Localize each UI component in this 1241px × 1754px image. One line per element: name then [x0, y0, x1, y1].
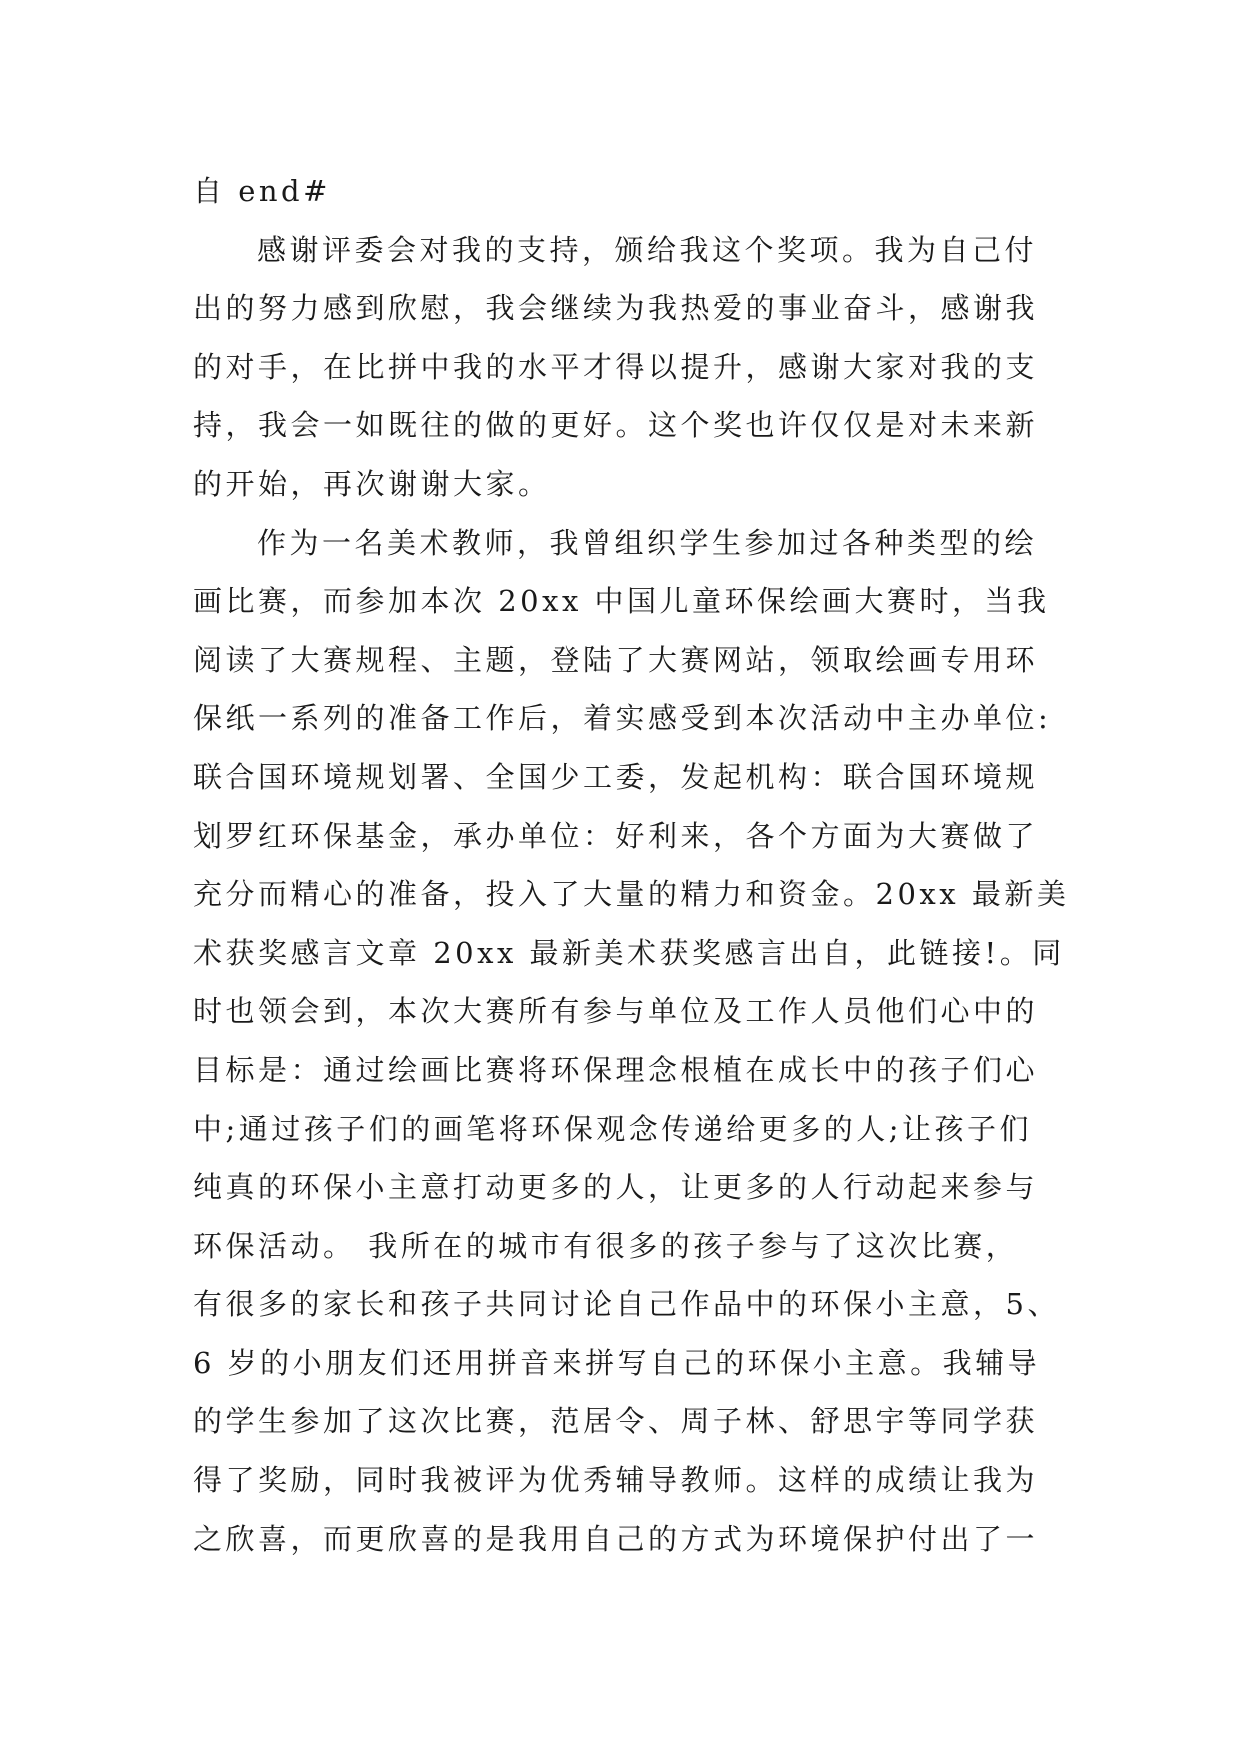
header-fragment: 自 end# — [193, 174, 331, 208]
paragraph-2-line: 阅读了大赛规程、主题，登陆了大赛网站，领取绘画专用环 — [193, 642, 1039, 677]
paragraph-2-line: 环保活动。 我所在的城市有很多的孩子参与了这次比赛， — [193, 1228, 1019, 1263]
paragraph-2-line: 术获奖感言文章 20xx 最新美术获奖感言出自，此链接!。同 — [193, 935, 1065, 970]
paragraph-2-line: 作为一名美术教师，我曾组织学生参加过各种类型的绘 — [257, 525, 1038, 560]
paragraph-2-line: 保纸一系列的准备工作后，着实感受到本次活动中主办单位: — [193, 701, 1052, 736]
paragraph-2-line: 联合国环境规划署、全国少工委，发起机构：联合国环境规 — [193, 759, 1039, 794]
paragraph-1-line: 的对手，在比拼中我的水平才得以提升，感谢大家对我的支 — [193, 349, 1039, 384]
paragraph-1-line: 的开始，再次谢谢大家。 — [193, 466, 551, 501]
paragraph-2-line: 时也领会到，本次大赛所有参与单位及工作人员他们心中的 — [193, 994, 1039, 1029]
paragraph-2-line: 6 岁的小朋友们还用拼音来拼写自己的环保小主意。我辅导 — [193, 1345, 1041, 1380]
paragraph-2-line: 目标是：通过绘画比赛将环保理念根植在成长中的孩子们心 — [193, 1052, 1039, 1087]
paragraph-2-line: 纯真的环保小主意打动更多的人，让更多的人行动起来参与 — [193, 1170, 1039, 1205]
paragraph-2-line: 有很多的家长和孩子共同讨论自己作品中的环保小主意，5、 — [193, 1287, 1060, 1322]
paragraph-2-line: 的学生参加了这次比赛，范居令、周子林、舒思宇等同学获 — [193, 1404, 1039, 1439]
paragraph-1-line: 出的努力感到欣慰，我会继续为我热爱的事业奋斗，感谢我 — [193, 291, 1039, 326]
paragraph-1-line: 持，我会一如既往的做的更好。这个奖也许仅仅是对未来新 — [193, 408, 1039, 443]
paragraph-1-line: 感谢评委会对我的支持，颁给我这个奖项。我为自己付 — [257, 232, 1038, 267]
document-body — [193, 162, 1070, 1568]
paragraph-2-line: 充分而精心的准备，投入了大量的精力和资金。20xx 最新美 — [193, 877, 1070, 912]
paragraph-2-line: 得了奖励，同时我被评为优秀辅导教师。这样的成绩让我为 — [193, 1463, 1039, 1498]
paragraph-2-line: 画比赛，而参加本次 20xx 中国儿童环保绘画大赛时，当我 — [193, 584, 1050, 619]
paragraph-2-line: 中;通过孩子们的画笔将环保观念传递给更多的人;让孩子们 — [193, 1111, 1033, 1146]
paragraph-2-line: 划罗红环保基金，承办单位：好利来，各个方面为大赛做了 — [193, 818, 1039, 853]
paragraph-2-line: 之欣喜，而更欣喜的是我用自己的方式为环境保护付出了一 — [193, 1521, 1039, 1556]
